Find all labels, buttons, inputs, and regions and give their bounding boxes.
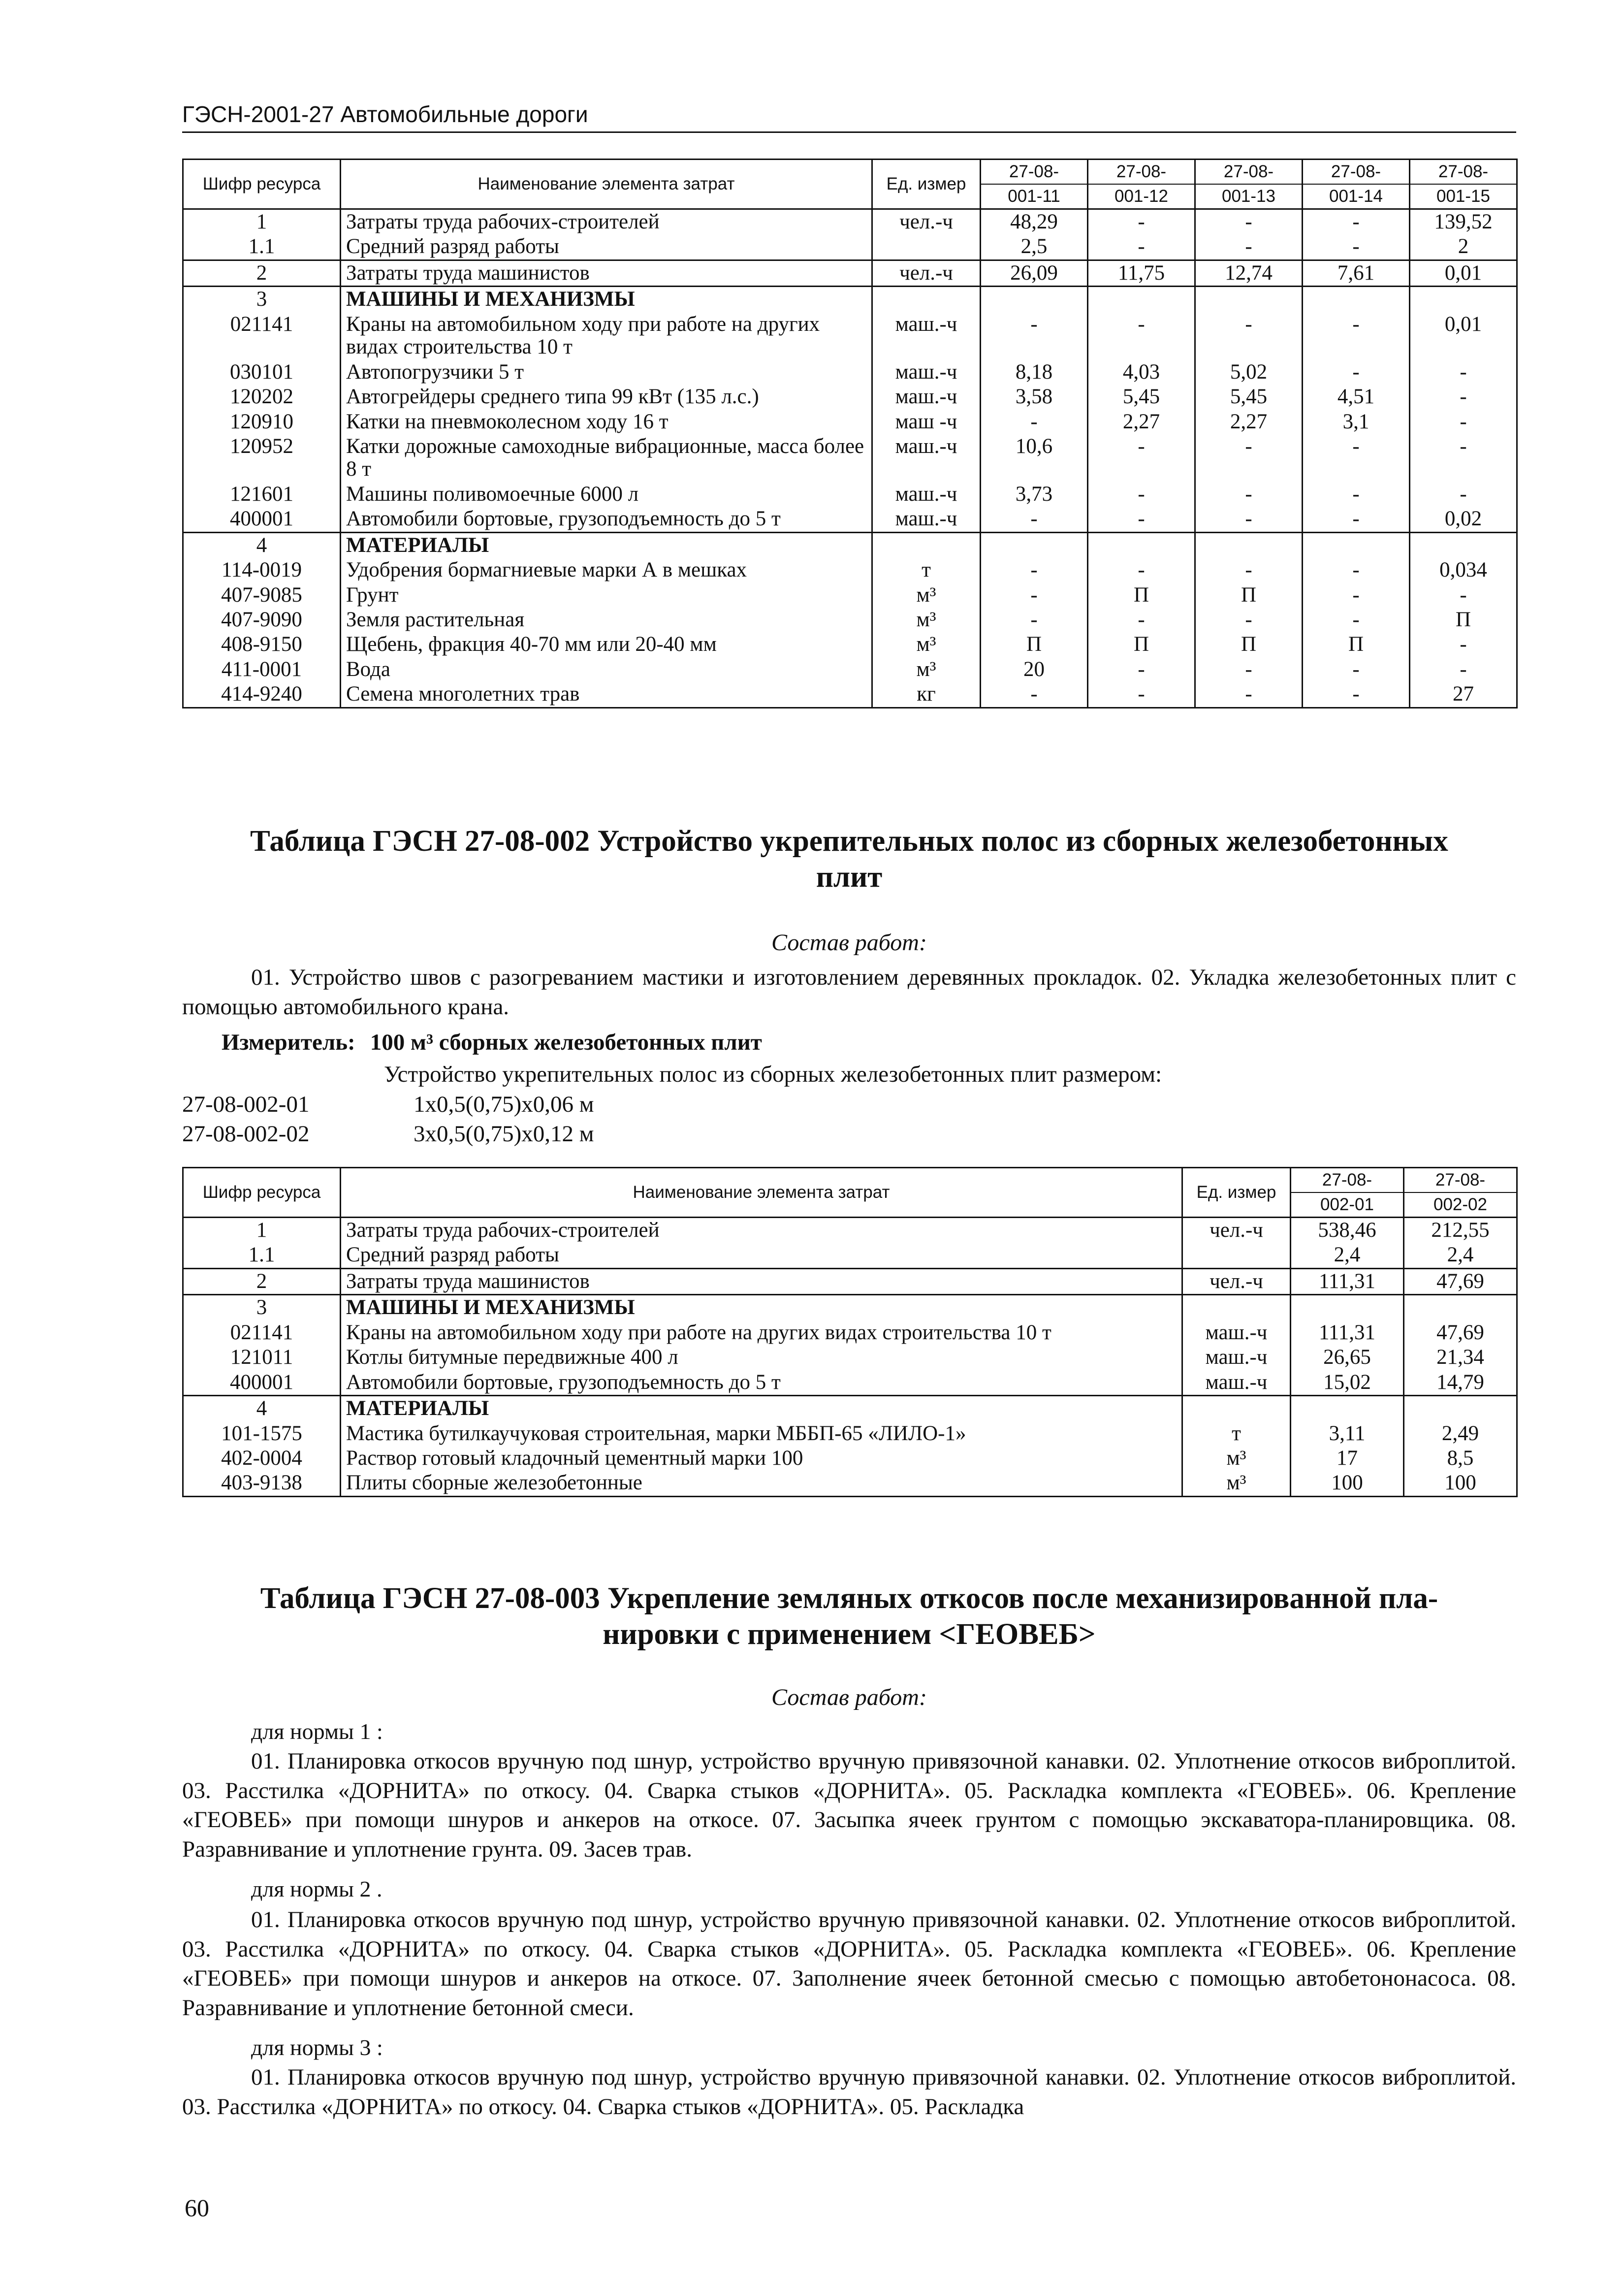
cost-element-name: Семена многолетних трав <box>341 682 872 708</box>
cost-element-name: МАТЕРИАЛЫ <box>341 1396 1182 1421</box>
norm-value <box>1195 532 1303 558</box>
table-row <box>183 632 1517 657</box>
norm-value <box>1195 287 1303 312</box>
norm-value: - <box>981 682 1088 708</box>
table-row <box>183 1396 1517 1421</box>
norm-value: 47,69 <box>1404 1320 1517 1345</box>
norm-value: - <box>1195 608 1303 632</box>
cost-element-name: Земля растительная <box>341 608 872 632</box>
table-row <box>183 1446 1517 1471</box>
work-composition-heading: Состав работ: <box>771 1684 927 1710</box>
norm-value: - <box>1303 558 1410 582</box>
cost-element-name: Автопогрузчики 5 т <box>341 360 872 385</box>
norm-value: 2,4 <box>1404 1243 1517 1268</box>
table-row <box>183 583 1517 608</box>
col-header-norm-1: 27-08- 001-11 <box>981 160 1088 209</box>
resource-code: 021141 <box>183 312 341 360</box>
norm-value: П <box>1088 632 1195 657</box>
resource-code: 400001 <box>183 1370 341 1396</box>
norm-value: - <box>1303 234 1410 260</box>
norm-value: - <box>1088 657 1195 682</box>
variant-row: 27-08-002-01 1х0,5(0,75)х0,06 м <box>182 1092 594 1117</box>
cost-element-name: МАШИНЫ И МЕХАНИЗМЫ <box>341 1295 1182 1320</box>
norm-value: - <box>1088 312 1195 360</box>
norm-value: 21,34 <box>1404 1345 1517 1370</box>
norm-value: 3,11 <box>1291 1421 1404 1446</box>
cost-element-name: Машины поливомоечные 6000 л <box>341 482 872 507</box>
resource-code: 2 <box>183 260 341 286</box>
norm-value: 5,45 <box>1088 385 1195 409</box>
col-header-norm-2: 27-08- 001-12 <box>1088 160 1195 209</box>
col-header-norm-2: 27-08- 002-02 <box>1404 1168 1517 1218</box>
norm-value <box>1291 1295 1404 1320</box>
norm-value: 8,5 <box>1404 1446 1517 1471</box>
resource-code: 114-0019 <box>183 558 341 582</box>
norm-value: - <box>1088 558 1195 582</box>
norm-value: 4,03 <box>1088 360 1195 385</box>
cost-element-name: Катки на пневмоколесном ходу 16 т <box>341 410 872 434</box>
norm-value: - <box>981 410 1088 434</box>
resource-code: 1.1 <box>183 1243 341 1268</box>
col-header-code: Шифр ресурса <box>183 1168 341 1218</box>
norm-value: 538,46 <box>1291 1218 1404 1243</box>
norm-value: - <box>1303 608 1410 632</box>
norm-value: 111,31 <box>1291 1268 1404 1294</box>
norm-value: - <box>981 608 1088 632</box>
norm-value: 4,51 <box>1303 385 1410 409</box>
norm-value: 2,49 <box>1404 1421 1517 1446</box>
norm-value: 2,27 <box>1195 410 1303 434</box>
norm-value: 26,09 <box>981 260 1088 286</box>
table-row <box>183 1243 1517 1268</box>
norm-value: 0,02 <box>1410 507 1517 532</box>
norm-value <box>1404 1295 1517 1320</box>
table-row <box>183 360 1517 385</box>
norm-value: - <box>1195 234 1303 260</box>
resource-code: 402-0004 <box>183 1446 341 1471</box>
resource-code: 120952 <box>183 434 341 482</box>
norm-value: П <box>1410 608 1517 632</box>
table-title-27-08-003: Таблица ГЭСН 27-08-003 Укрепление земляных откосов после механизированной пла- нировки с применением <ГЕОВЕБ> <box>260 1582 1438 1651</box>
norm-value: - <box>1303 682 1410 708</box>
col-header-norm-3: 27-08- 001-13 <box>1195 160 1303 209</box>
norm-value: - <box>1088 209 1195 235</box>
unit <box>1182 1243 1291 1268</box>
col-header-name: Наименование элемента затрат <box>341 1168 1182 1218</box>
cost-element-name: Средний разряд работы <box>341 234 872 260</box>
norm-value: 139,52 <box>1410 209 1517 235</box>
norm-value: 0,01 <box>1410 260 1517 286</box>
table-row <box>183 410 1517 434</box>
norm-label-3: для нормы 3 : <box>251 2035 383 2060</box>
col-header-norm-1: 27-08- 002-01 <box>1291 1168 1404 1218</box>
norm-value: 0,01 <box>1410 312 1517 360</box>
norm-value: 2,27 <box>1088 410 1195 434</box>
resource-code: 408-9150 <box>183 632 341 657</box>
norm-value: - <box>1410 482 1517 507</box>
norm-value: 5,45 <box>1195 385 1303 409</box>
norm-value: П <box>1303 632 1410 657</box>
norm-value: П <box>1088 583 1195 608</box>
norm-value: - <box>1195 682 1303 708</box>
norm-value: - <box>1303 583 1410 608</box>
resource-code: 407-9085 <box>183 583 341 608</box>
norm-value: 17 <box>1291 1446 1404 1471</box>
norm-value: - <box>1195 657 1303 682</box>
norm-value: 14,79 <box>1404 1370 1517 1396</box>
norm-value: - <box>1195 434 1303 482</box>
unit: т <box>872 558 981 582</box>
cost-element-name: Краны на автомобильном ходу при работе на других видах строительства 10 т <box>341 1320 1182 1345</box>
norm-value: - <box>1410 385 1517 409</box>
norm-label-1: для нормы 1 : <box>251 1719 383 1744</box>
norm-value: 8,18 <box>981 360 1088 385</box>
norm-value: - <box>1195 209 1303 235</box>
norm-value: 20 <box>981 657 1088 682</box>
norm-value: 0,034 <box>1410 558 1517 582</box>
col-header-name: Наименование элемента затрат <box>341 160 872 209</box>
norm-value: 3,1 <box>1303 410 1410 434</box>
resource-code: 400001 <box>183 507 341 532</box>
col-header-unit: Ед. измер <box>872 160 981 209</box>
norm-text-3: 01. Планировка откосов вручную под шнур, устройство вручную привязочной канавки. 02. Уплотнение откосов виброплитой. 03. Расстилка «ДОРНИТА» по откосу. 04. Сварка стыков «ДОРНИТА». 05. Раскладка <box>182 2064 1516 2120</box>
norm-value: - <box>1088 608 1195 632</box>
unit: маш.-ч <box>1182 1370 1291 1396</box>
norm-value: - <box>1088 234 1195 260</box>
table-row <box>183 312 1517 360</box>
unit: кг <box>872 682 981 708</box>
col-header-norm-4: 27-08- 001-14 <box>1303 160 1410 209</box>
table-row <box>183 1370 1517 1396</box>
table-row <box>183 608 1517 632</box>
norm-value: - <box>1303 482 1410 507</box>
cost-element-name: Катки дорожные самоходные вибрационные, масса более 8 т <box>341 434 872 482</box>
norm-label-2: для нормы 2 . <box>251 1876 382 1901</box>
unit: м³ <box>872 632 981 657</box>
resource-code: 2 <box>183 1268 341 1294</box>
norm-value: - <box>1088 507 1195 532</box>
unit: м³ <box>1182 1471 1291 1496</box>
norm-value: 100 <box>1291 1471 1404 1496</box>
variant-row: 27-08-002-02 3х0,5(0,75)х0,12 м <box>182 1121 594 1147</box>
measure-unit: Измеритель: 100 м³ сборных железобетонных плит <box>222 1029 762 1055</box>
norm-value: - <box>1410 360 1517 385</box>
norm-value: 47,69 <box>1404 1268 1517 1294</box>
cost-element-name: МАШИНЫ И МЕХАНИЗМЫ <box>341 287 872 312</box>
table-title-27-08-002: Таблица ГЭСН 27-08-002 Устройство укрепительных полос из сборных железобетонных плит <box>250 825 1448 894</box>
resource-code: 101-1575 <box>183 1421 341 1446</box>
resource-code: 4 <box>183 1396 341 1421</box>
unit: маш.-ч <box>872 360 981 385</box>
norm-value <box>1291 1396 1404 1421</box>
resource-code: 3 <box>183 287 341 312</box>
work-composition-text: 01. Устройство швов с разогреванием мастики и изготовлением деревянных прокладок. 02. Укладка железобетонных плит с помощью автомобильного крана. <box>182 965 1516 1020</box>
resource-code: 3 <box>183 1295 341 1320</box>
norm-value: - <box>1088 682 1195 708</box>
resource-table-27-08-002 <box>182 1167 1518 1497</box>
resource-code: 021141 <box>183 1320 341 1345</box>
norm-value: 15,02 <box>1291 1370 1404 1396</box>
table-row <box>183 1345 1517 1370</box>
norm-value: 11,75 <box>1088 260 1195 286</box>
col-header-code: Шифр ресурса <box>183 160 341 209</box>
norm-value <box>1088 532 1195 558</box>
resource-code: 407-9090 <box>183 608 341 632</box>
table-row <box>183 385 1517 409</box>
unit: маш.-ч <box>1182 1345 1291 1370</box>
table-header-row <box>183 1168 1517 1218</box>
norm-value: - <box>1410 632 1517 657</box>
cost-element-name: Затраты труда рабочих-строителей <box>341 1218 1182 1243</box>
table-row <box>183 260 1517 286</box>
resource-code: 411-0001 <box>183 657 341 682</box>
table-row <box>183 209 1517 235</box>
cost-element-name: Затраты труда машинистов <box>341 260 872 286</box>
norm-value: - <box>1303 657 1410 682</box>
cost-element-name: Щебень, фракция 40-70 мм или 20-40 мм <box>341 632 872 657</box>
unit <box>872 234 981 260</box>
norm-value: П <box>1195 632 1303 657</box>
unit: маш.-ч <box>872 507 981 532</box>
resource-code: 120910 <box>183 410 341 434</box>
unit: м³ <box>872 657 981 682</box>
resource-code: 121011 <box>183 1345 341 1370</box>
cost-element-name: Раствор готовый кладочный цементный марки 100 <box>341 1446 1182 1471</box>
resource-code: 1.1 <box>183 234 341 260</box>
cost-element-name: Мастика бутилкаучуковая строительная, марки МББП-65 «ЛИЛО-1» <box>341 1421 1182 1446</box>
norm-value: 111,31 <box>1291 1320 1404 1345</box>
cost-element-name: Затраты труда машинистов <box>341 1268 1182 1294</box>
norm-value: - <box>1303 209 1410 235</box>
cost-element-name: Грунт <box>341 583 872 608</box>
resource-code: 414-9240 <box>183 682 341 708</box>
unit: маш.-ч <box>872 385 981 409</box>
resource-code: 1 <box>183 209 341 235</box>
cost-element-name: Котлы битумные передвижные 400 л <box>341 1345 1182 1370</box>
norm-value: - <box>1195 482 1303 507</box>
table-row <box>183 287 1517 312</box>
norm-value: - <box>1088 482 1195 507</box>
norm-value: - <box>1195 507 1303 532</box>
norm-value: - <box>981 507 1088 532</box>
cost-element-name: Краны на автомобильном ходу при работе на других видах строительства 10 т <box>341 312 872 360</box>
norm-value: 48,29 <box>981 209 1088 235</box>
norm-value: 212,55 <box>1404 1218 1517 1243</box>
unit: м³ <box>872 583 981 608</box>
norm-value <box>981 532 1088 558</box>
norm-value: 12,74 <box>1195 260 1303 286</box>
norm-value: - <box>1410 434 1517 482</box>
cost-element-name: МАТЕРИАЛЫ <box>341 532 872 558</box>
norm-value <box>981 287 1088 312</box>
norm-value: - <box>1303 507 1410 532</box>
cost-element-name: Автомобили бортовые, грузоподъемность до 5 т <box>341 507 872 532</box>
page-number: 60 <box>185 2194 209 2221</box>
norm-value: - <box>1410 657 1517 682</box>
cost-element-name: Вода <box>341 657 872 682</box>
work-composition-heading: Состав работ: <box>771 930 927 956</box>
resource-code: 120202 <box>183 385 341 409</box>
table-row <box>183 507 1517 532</box>
norm-value: 5,02 <box>1195 360 1303 385</box>
unit: т <box>1182 1421 1291 1446</box>
norm-value: - <box>981 583 1088 608</box>
table-row <box>183 682 1517 708</box>
norm-value: - <box>1410 583 1517 608</box>
cost-element-name: Средний разряд работы <box>341 1243 1182 1268</box>
norm-value: 2 <box>1410 234 1517 260</box>
cost-element-name: Автогрейдеры среднего типа 99 кВт (135 л.с.) <box>341 385 872 409</box>
unit <box>1182 1295 1291 1320</box>
table-subtitle: Устройство укрепительных полос из сборных железобетонных плит размером: <box>384 1062 1162 1087</box>
cost-element-name: Затраты труда рабочих-строителей <box>341 209 872 235</box>
unit: м³ <box>872 608 981 632</box>
resource-code: 030101 <box>183 360 341 385</box>
unit: чел.-ч <box>1182 1218 1291 1243</box>
table-row <box>183 1218 1517 1243</box>
table-row <box>183 1421 1517 1446</box>
norm-value: 26,65 <box>1291 1345 1404 1370</box>
norm-value: - <box>1088 434 1195 482</box>
norm-value: 2,4 <box>1291 1243 1404 1268</box>
unit: маш.-ч <box>872 434 981 482</box>
unit <box>1182 1396 1291 1421</box>
norm-text-1: 01. Планировка откосов вручную под шнур, устройство вручную привязочной канавки. 02. Уплотнение откосов виброплитой. 03. Расстилка «ДОРНИТА» по откосу. 04. Сварка стыков «ДОРНИТА». 05. Раскладка комплекта «ГЕОВЕБ». 06. Крепление «ГЕОВЕБ» при помощи шнуров и анкеров на откосе. 07. Засыпка ячеек грунтом с помощью экскаватора-планировщика. 08. Разравнивание и уплотнение грунта. 09. Засев трав. <box>182 1748 1516 1863</box>
norm-value: - <box>981 312 1088 360</box>
norm-value: - <box>1303 312 1410 360</box>
norm-value: П <box>1195 583 1303 608</box>
norm-value <box>1303 532 1410 558</box>
resource-code: 403-9138 <box>183 1471 341 1496</box>
table-row <box>183 558 1517 582</box>
resource-code: 4 <box>183 532 341 558</box>
norm-value: - <box>1410 410 1517 434</box>
unit: маш.-ч <box>1182 1320 1291 1345</box>
norm-text-2: 01. Планировка откосов вручную под шнур, устройство вручную привязочной канавки. 02. Уплотнение откосов виброплитой. 03. Расстилка «ДОРНИТА» по откосу. 04. Сварка стыков «ДОРНИТА». 05. Раскладка комплекта «ГЕОВЕБ». 06. Крепление «ГЕОВЕБ» при помощи шнуров и анкеров на откосе. 07. Заполнение ячеек бетонной смесью с помощью автобетононасоса. 08. Разравнивание и уплотнение бетонной смеси. <box>182 1907 1516 2021</box>
table-row <box>183 1295 1517 1320</box>
norm-value <box>1303 287 1410 312</box>
col-header-unit: Ед. измер <box>1182 1168 1291 1218</box>
table-row <box>183 434 1517 482</box>
unit <box>872 287 981 312</box>
table-row <box>183 657 1517 682</box>
table-row <box>183 1471 1517 1496</box>
norm-value <box>1410 532 1517 558</box>
norm-value: - <box>1303 360 1410 385</box>
unit: маш.-ч <box>872 482 981 507</box>
norm-value: 3,73 <box>981 482 1088 507</box>
norm-value <box>1404 1396 1517 1421</box>
norm-value <box>1088 287 1195 312</box>
norm-value: - <box>1195 312 1303 360</box>
norm-value: - <box>1195 558 1303 582</box>
table-header-row <box>183 160 1517 209</box>
resource-code: 1 <box>183 1218 341 1243</box>
unit: чел.-ч <box>1182 1268 1291 1294</box>
unit: маш.-ч <box>872 312 981 360</box>
unit: м³ <box>1182 1446 1291 1471</box>
resource-code: 121601 <box>183 482 341 507</box>
cost-element-name: Удобрения бормагниевые марки А в мешках <box>341 558 872 582</box>
table-row <box>183 234 1517 260</box>
norm-value: - <box>1303 434 1410 482</box>
table-row <box>183 482 1517 507</box>
cost-element-name: Автомобили бортовые, грузоподъемность до 5 т <box>341 1370 1182 1396</box>
col-header-norm-5: 27-08- 001-15 <box>1410 160 1517 209</box>
norm-value: 27 <box>1410 682 1517 708</box>
table-row <box>183 1320 1517 1345</box>
unit: чел.-ч <box>872 209 981 235</box>
unit <box>872 532 981 558</box>
norm-value: 10,6 <box>981 434 1088 482</box>
table-row <box>183 1268 1517 1294</box>
unit: маш -ч <box>872 410 981 434</box>
norm-value: 3,58 <box>981 385 1088 409</box>
norm-value: 100 <box>1404 1471 1517 1496</box>
table-row <box>183 532 1517 558</box>
resource-table-27-08-001 <box>182 159 1518 708</box>
unit: чел.-ч <box>872 260 981 286</box>
norm-value <box>1410 287 1517 312</box>
running-head: ГЭСН-2001-27 Автомобильные дороги <box>182 101 1516 133</box>
norm-value: П <box>981 632 1088 657</box>
norm-value: 7,61 <box>1303 260 1410 286</box>
cost-element-name: Плиты сборные железобетонные <box>341 1471 1182 1496</box>
norm-value: - <box>981 558 1088 582</box>
norm-value: 2,5 <box>981 234 1088 260</box>
